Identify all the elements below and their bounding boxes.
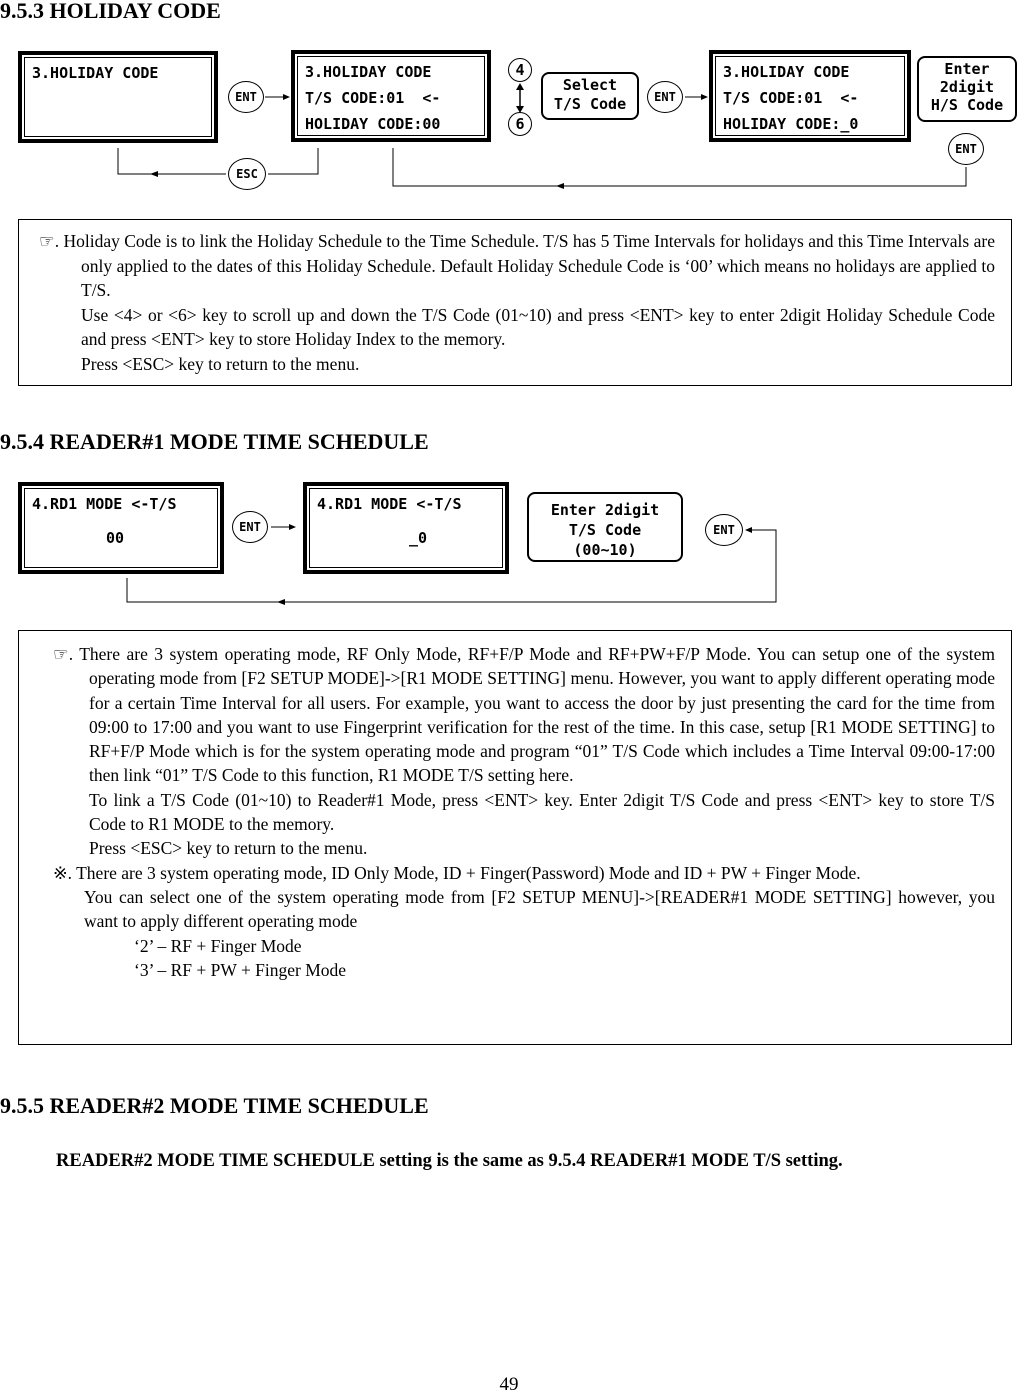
ent-key[interactable]: ENT bbox=[232, 511, 268, 543]
note-list-item: ‘3’ – RF + PW + Finger Mode bbox=[134, 959, 347, 980]
ent-key[interactable]: ENT bbox=[228, 81, 264, 113]
heading-reader2-mode-ts: 9.5.5 READER#2 MODE TIME SCHEDULE bbox=[0, 1093, 429, 1118]
note-text: . Holiday Code is to link the Holiday Schedule to the Time Schedule. T/S has 5 Time Intervals for holidays and this Time Intervals are only applied to the dates of this Holiday Schedule. Default Holiday Schedule Code is ‘00’ which means no holidays are applied to T/S. bbox=[54, 231, 995, 300]
ent-key[interactable]: ENT bbox=[948, 133, 984, 165]
lcd-line: HOLIDAY CODE:_0 bbox=[723, 115, 859, 133]
note-box-reader1 bbox=[18, 630, 1012, 1045]
lcd-line: HOLIDAY CODE:00 bbox=[305, 115, 441, 133]
lcd-line: T/S CODE:01 <- bbox=[305, 89, 441, 107]
note-paragraph: To link a T/S Code (01~10) to Reader#1 Mode, press <ENT> key. Enter 2digit T/S Code and press <ENT> key to store T/S Code to R1 MODE to the memory. bbox=[89, 789, 995, 835]
heading-reader1-mode-ts: 9.5.4 READER#1 MODE TIME SCHEDULE bbox=[0, 429, 429, 454]
heading-holiday-code: 9.5.3 HOLIDAY CODE bbox=[0, 0, 221, 23]
note-bullet: ☞ bbox=[39, 231, 55, 251]
lcd-screen-rd1-1 bbox=[18, 482, 224, 574]
reader2-body-text: READER#2 MODE TIME SCHEDULE setting is the same as 9.5.4 READER#1 MODE T/S setting. bbox=[56, 1151, 843, 1171]
ent-key[interactable]: ENT bbox=[705, 514, 743, 546]
lcd-line: 00 bbox=[105, 529, 125, 547]
note-paragraph bbox=[37, 642, 995, 788]
lcd-line: 3.HOLIDAY CODE bbox=[305, 63, 432, 81]
lcd-screen-rd1-2 bbox=[303, 482, 509, 574]
note-list-item: ‘2’ – RF + Finger Mode bbox=[134, 935, 302, 956]
esc-key[interactable]: ESC bbox=[228, 158, 266, 190]
note-text: . There are 3 system operating mode, ID Only Mode, ID + Finger(Password) Mode and ID + PW + Finger Mode. bbox=[67, 862, 861, 883]
note-paragraph: Use <4> or <6> key to scroll up and down the T/S Code (01~10) and press <ENT> key to enter 2digit Holiday Schedule Code and press <ENT> key to store Holiday Index to the memory. bbox=[81, 304, 995, 349]
note-bullet: ☞ bbox=[53, 644, 69, 664]
note-paragraph: You can select one of the system operating mode from [F2 SETUP MENU]->[READER#1 MODE SETTING] however, you want to apply different operating mode bbox=[84, 886, 995, 932]
ent-key[interactable]: ENT bbox=[647, 81, 683, 113]
lcd-line: 3.HOLIDAY CODE bbox=[723, 63, 850, 81]
note-paragraph: Press <ESC> key to return to the menu. bbox=[89, 838, 368, 859]
note-bullet: ※ bbox=[53, 862, 68, 883]
prompt-select-ts-code: Select T/S Code bbox=[541, 72, 639, 120]
lcd-line: 3.HOLIDAY CODE bbox=[32, 64, 159, 82]
key-4-button[interactable]: 4 bbox=[508, 58, 532, 82]
key-6-button[interactable]: 6 bbox=[508, 112, 532, 136]
note-text: . There are 3 system operating mode, RF Only Mode, RF+F/P Mode and RF+PW+F/P Mode. You can setup one of the system operating mode from [F2 SETUP MODE]->[R1 MODE SETTING] menu. However, you want to apply different operating mode for a certain Time Interval for all users. For example, you want to access the door by just presenting the card for the time from 09:00 to 17:00 and you want to use Fingerprint verification for the rest of the time. In this case, setup [R1 MODE SETTING] to RF+F/P Mode which is for the system operating mode and program “01” T/S Code which includes a Time Interval 09:00-17:00 then link “01” T/S Code to this function, R1 MODE T/S setting here. bbox=[68, 644, 995, 786]
prompt-enter-hs-code: Enter 2digit H/S Code bbox=[917, 56, 1017, 122]
lcd-line: 4.RD1 MODE <-T/S bbox=[317, 495, 462, 513]
note-paragraph bbox=[37, 861, 995, 885]
note-paragraph: Press <ESC> key to return to the menu. bbox=[81, 353, 360, 374]
prompt-enter-ts-code: Enter 2digit T/S Code (00~10) bbox=[527, 492, 683, 562]
lcd-line: 4.RD1 MODE <-T/S bbox=[32, 495, 177, 513]
page-number: 49 bbox=[499, 1374, 519, 1395]
lcd-line: T/S CODE:01 <- bbox=[723, 89, 859, 107]
lcd-line: _0 bbox=[408, 529, 428, 547]
